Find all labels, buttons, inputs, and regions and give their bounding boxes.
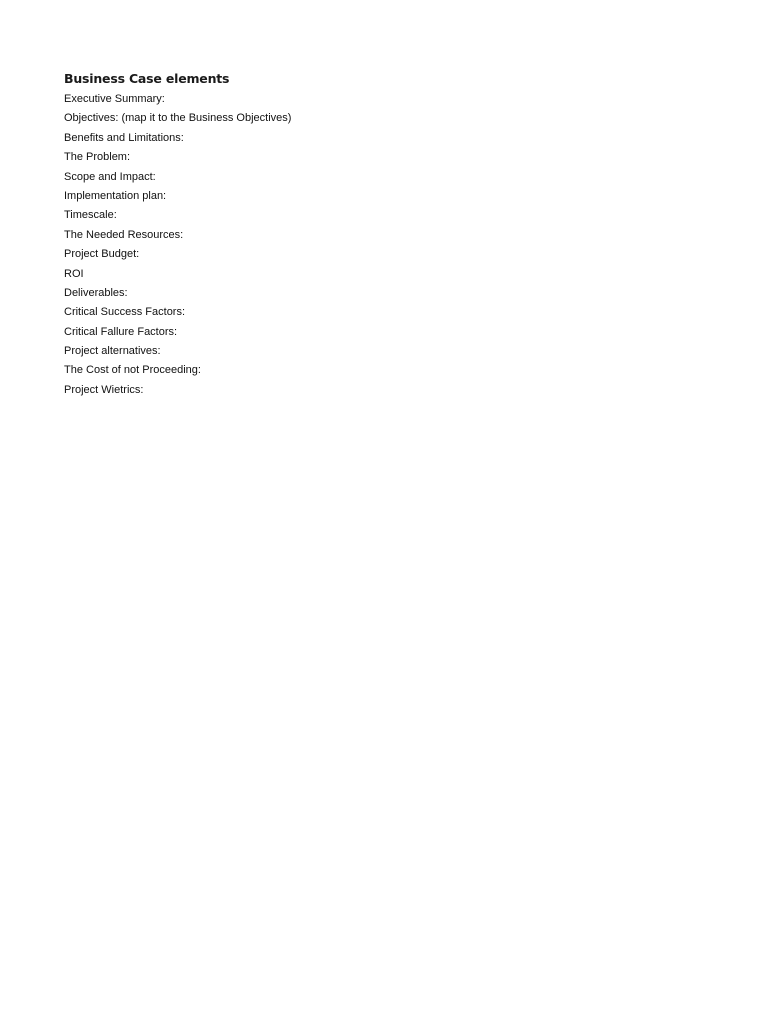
list-item-roi: ROI	[64, 267, 84, 280]
list-item-implementation-plan: Implementation plan:	[64, 189, 167, 202]
business-case-element-list	[64, 90, 704, 400]
list-item-problem: The Problem:	[64, 151, 131, 164]
list-item-critical-failure-factors: Critical Fallure Factors:	[64, 325, 178, 338]
list-item-needed-resources: The Needed Resources:	[64, 228, 184, 241]
list-item-timescale: Timescale:	[64, 209, 117, 222]
list-item-scope-impact: Scope and Impact:	[64, 170, 156, 183]
list-item-project-alternatives: Project alternatives:	[64, 345, 161, 358]
list-item-benefits-limitations: Benefits and Limitations:	[64, 131, 184, 144]
list-item-cost-of-not-proceeding: The Cost of not Proceeding:	[64, 364, 201, 377]
document-content	[64, 70, 704, 400]
list-item-critical-success-factors: Critical Success Factors:	[64, 306, 186, 319]
list-item-executive-summary: Executive Summary:	[64, 93, 165, 105]
list-item-project-budget: Project Budget:	[64, 248, 140, 261]
list-item-project-metrics: Project Wietrics:	[64, 383, 144, 396]
document-heading: Business Case elements	[64, 71, 230, 86]
list-item-deliverables: Deliverables:	[64, 286, 128, 299]
list-item-objectives: Objectives: (map it to the Business Objectives)	[64, 112, 292, 125]
